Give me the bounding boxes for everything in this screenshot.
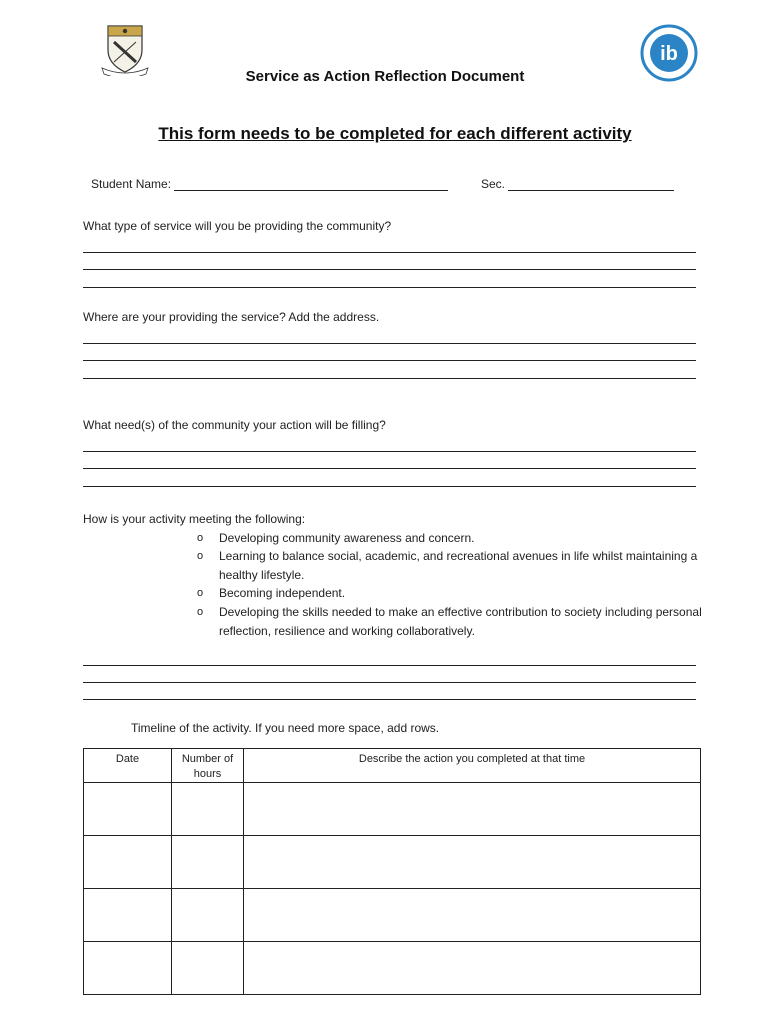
bullet-text: Learning to balance social, academic, and recreational avenues in life whilst maintaining a healthy lifestyle. [219,549,698,582]
date-cell[interactable] [84,942,172,995]
description-cell[interactable] [244,942,701,995]
sec-label: Sec. [481,177,506,191]
question-service-location: Where are your providing the service? Add the address. [83,310,380,324]
answer-line[interactable] [83,343,696,344]
column-header-hours: Number of hours [172,749,244,783]
description-cell[interactable] [244,889,701,942]
sec-field[interactable] [508,178,674,191]
hours-cell[interactable] [172,942,244,995]
answer-line[interactable] [83,360,696,361]
answer-line[interactable] [83,378,696,379]
bullet-mark: o [197,605,204,618]
timeline-intro: Timeline of the activity. If you need more space, add rows. [131,721,440,735]
description-cell[interactable] [244,783,701,836]
question-community-needs: What need(s) of the community your action will be filling? [83,418,386,432]
timeline-table [83,748,701,995]
column-header-description: Describe the action you completed at that time [244,749,701,783]
description-cell[interactable] [244,836,701,889]
hours-cell[interactable] [172,889,244,942]
document-title: Service as Action Reflection Document [245,68,525,85]
answer-line[interactable] [83,682,696,683]
activity-goals-section [83,510,703,640]
answer-line[interactable] [83,287,696,288]
list-item [83,547,703,584]
hours-cell[interactable] [172,836,244,889]
answer-line[interactable] [83,269,696,270]
bullet-mark: o [197,531,204,544]
bullet-text: Developing the skills needed to make an effective contribution to society including personal reflection, resilience and working collaboratively. [219,604,702,638]
bullet-text: Developing community awareness and concern. [219,530,475,545]
document-subtitle: This form needs to be completed for each different activity [158,124,632,143]
bullet-mark: o [197,587,204,600]
table-row [84,889,701,942]
bullet-text: Becoming independent. [219,586,346,601]
ib-logo-letters: ib [660,43,678,65]
table-row [84,942,701,995]
column-header-date: Date [84,749,172,783]
list-item [83,584,703,603]
table-row [84,783,701,836]
student-name-label: Student Name: [91,177,172,191]
answer-line[interactable] [83,486,696,487]
list-item [83,529,703,548]
date-cell[interactable] [84,783,172,836]
table-header-row [84,749,701,783]
question-service-type: What type of service will you be providing the community? [83,219,392,233]
bullet-mark: o [197,550,204,563]
date-cell[interactable] [84,889,172,942]
table-row [84,836,701,889]
answer-line[interactable] [83,699,696,700]
hours-cell[interactable] [172,783,244,836]
answer-line[interactable] [83,451,696,452]
question-activity-goals: How is your activity meeting the following: [83,512,306,526]
answer-line[interactable] [83,252,696,253]
answer-line[interactable] [83,665,696,666]
answer-line[interactable] [83,468,696,469]
student-name-field[interactable] [174,178,448,191]
date-cell[interactable] [84,836,172,889]
list-item [83,603,703,640]
